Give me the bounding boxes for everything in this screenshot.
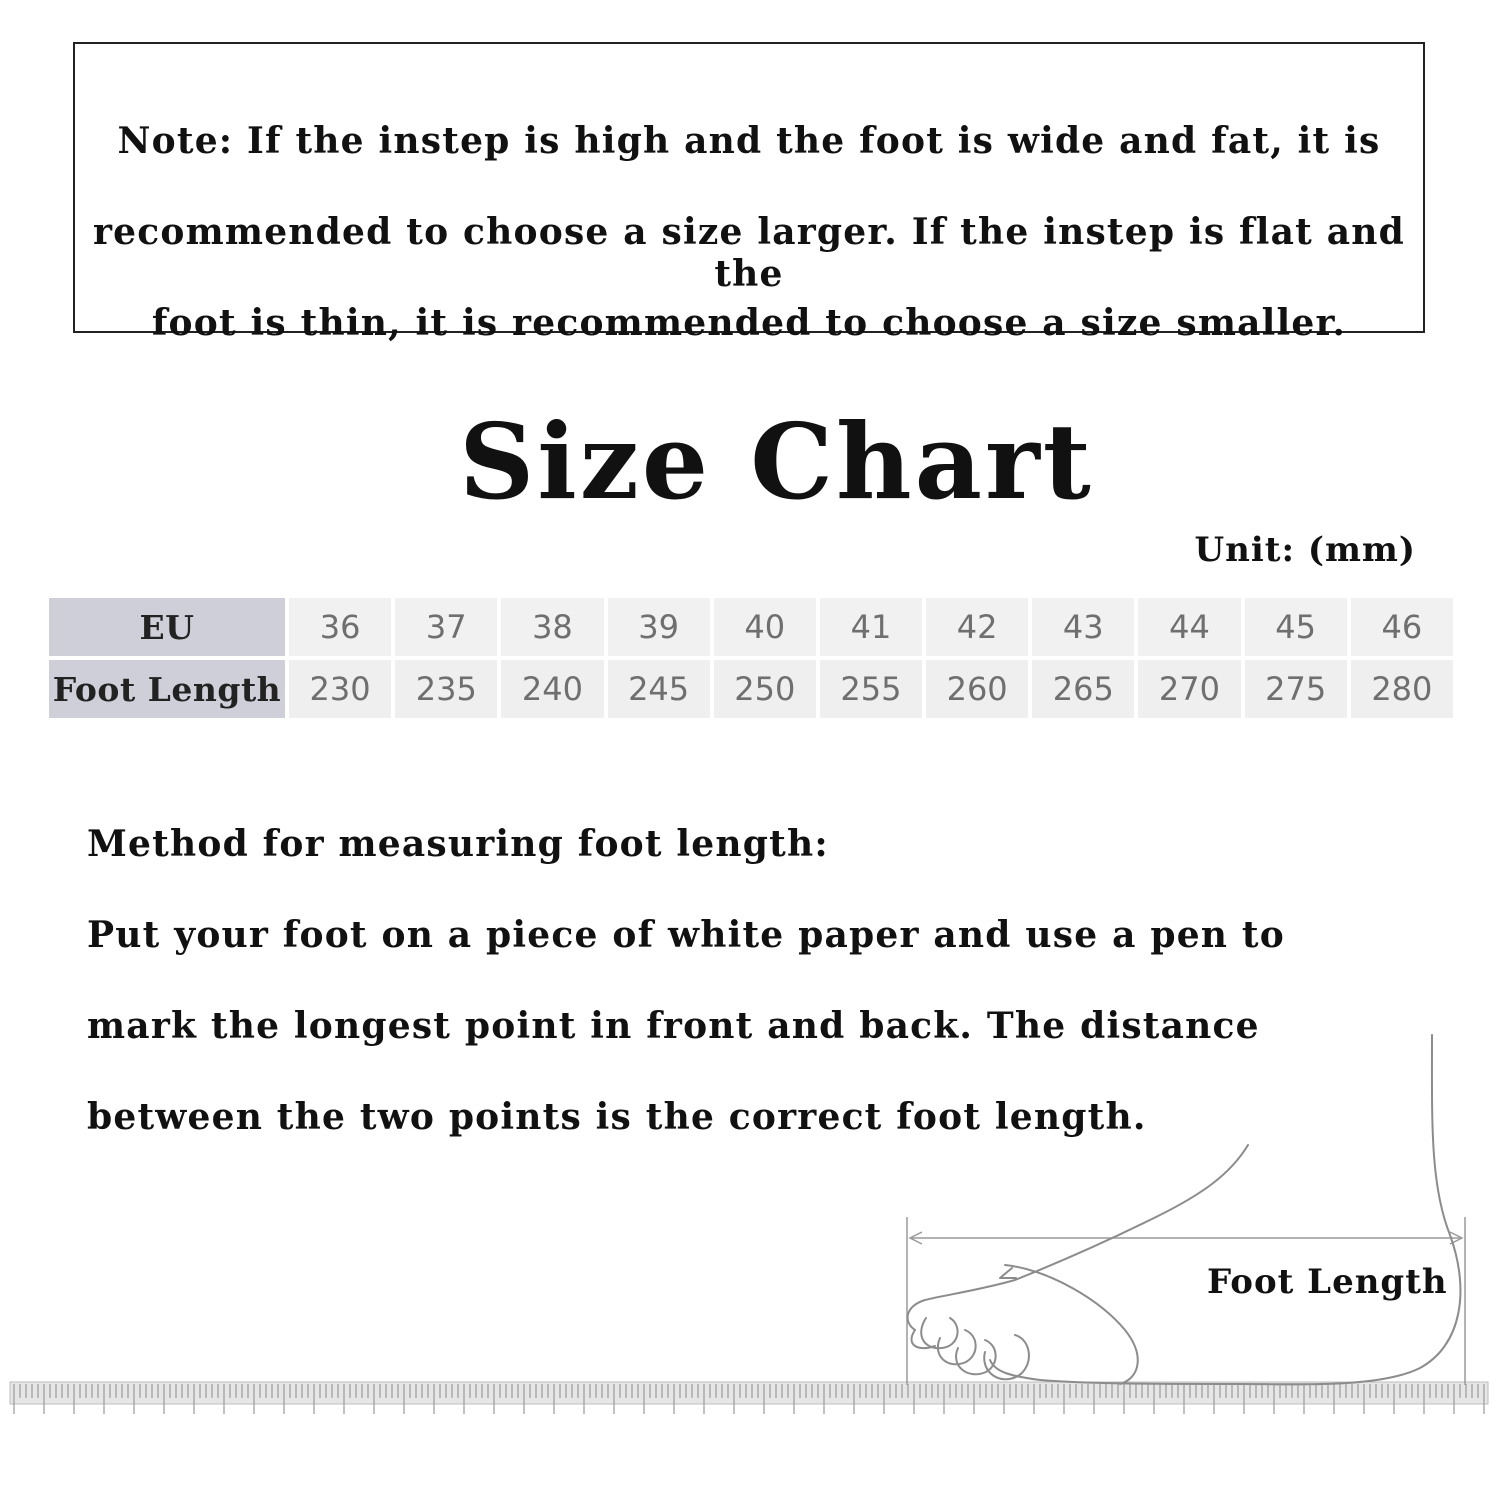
eu-cell: 43	[1032, 598, 1134, 656]
method-line-1: Put your foot on a piece of white paper and use a pen to	[87, 914, 1285, 956]
length-cell: 260	[926, 660, 1028, 718]
note-line-1: Note: If the instep is high and the foot is wide and fat, it is	[117, 120, 1381, 162]
length-cell: 255	[820, 660, 922, 718]
length-cell: 245	[608, 660, 710, 718]
eu-cell: 37	[395, 598, 497, 656]
eu-cell: 36	[289, 598, 391, 656]
unit-label: Unit: (mm)	[1194, 530, 1416, 570]
method-line-3: between the two points is the correct foot length.	[87, 1096, 1147, 1138]
length-cell: 235	[395, 660, 497, 718]
length-cell: 280	[1351, 660, 1453, 718]
note-line-3: foot is thin, it is recommended to choose a size smaller.	[151, 302, 1347, 344]
ruler	[10, 1382, 1488, 1414]
length-cell: 275	[1245, 660, 1347, 718]
note-box	[73, 42, 1425, 344]
foot-length-row	[49, 660, 1453, 718]
length-cell: 265	[1032, 660, 1134, 718]
length-cell: 230	[289, 660, 391, 718]
eu-cell: 46	[1351, 598, 1453, 656]
method-title: Method for measuring foot length:	[87, 823, 829, 865]
eu-cell: 39	[608, 598, 710, 656]
eu-cell: 40	[714, 598, 816, 656]
eu-header: EU	[49, 598, 285, 656]
eu-cell: 42	[926, 598, 1028, 656]
note-line-2: recommended to choose a size larger. If the instep is flat and the	[93, 211, 1405, 295]
length-cell: 240	[501, 660, 603, 718]
eu-cell: 44	[1138, 598, 1240, 656]
eu-cell: 45	[1245, 598, 1347, 656]
foot-outline	[908, 1035, 1461, 1384]
foot-length-label: Foot Length	[1207, 1262, 1448, 1302]
length-cell: 270	[1138, 660, 1240, 718]
eu-row	[49, 598, 1453, 656]
foot-length-header: Foot Length	[49, 660, 285, 718]
method-line-2: mark the longest point in front and back. The distance	[87, 1005, 1260, 1047]
foot-measurement-illustration	[0, 1020, 1500, 1500]
page-title: Size Chart	[459, 400, 1094, 523]
eu-cell: 38	[501, 598, 603, 656]
eu-cell: 41	[820, 598, 922, 656]
size-table	[45, 594, 1457, 722]
length-cell: 250	[714, 660, 816, 718]
